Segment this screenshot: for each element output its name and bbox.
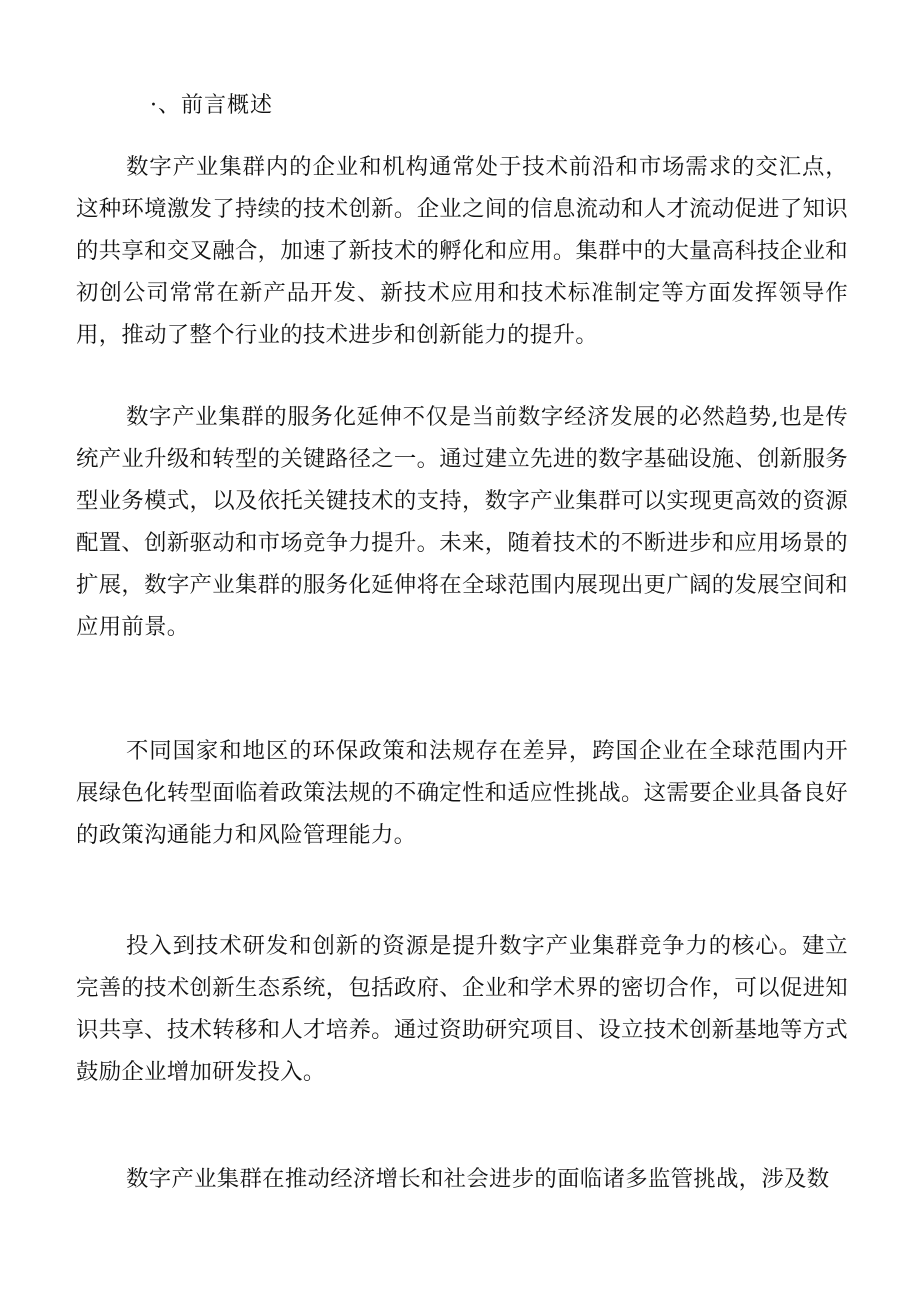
paragraph-tech-innovation: 数字产业集群内的企业和机构通常处于技术前沿和市场需求的交汇点，这种环境激发了持续的技术创新。企业之间的信息流动和人才流动促进了知识的共享和交叉融合，加速了新技术的孵化和应用。集群中的大量高科技企业和初创公司常常在新产品开发、新技术应用和技术标准制定等方面发挥领导作用，推动了整个行业的技术进步和创新能力的提升。 — [76, 154, 848, 348]
paragraph-regulatory-challenges: 数字产业集群在推动经济增长和社会进步的面临诸多监管挑战，涉及数 — [126, 1166, 830, 1192]
section-heading: ·、前言概述 — [150, 93, 273, 118]
paragraph-environmental-policy: 不同国家和地区的环保政策和法规存在差异，跨国企业在全球范围内开展绿色化转型面临着政策法规的不确定性和适应性挑战。这需要企业具备良好的政策沟通能力和风险管理能力。 — [76, 738, 848, 848]
paragraph-rd-investment: 投入到技术研发和创新的资源是提升数字产业集群竞争力的核心。建立完善的技术创新生态系统，包括政府、企业和学术界的密切合作，可以促进知识共享、技术转移和人才培养。通过资助研究项目、设立技术创新基地等方式鼓励企业增加研发投入。 — [76, 933, 848, 1085]
paragraph-service-extension: 数字产业集群的服务化延伸不仅是当前数字经济发展的必然趋势,也是传统产业升级和转型的关键路径之一。通过建立先进的数字基础设施、创新服务型业务模式，以及依托关键技术的支持，数字产业集群可以实现更高效的资源配置、创新驱动和市场竞争力提升。未来，随着技术的不断进步和应用场景的扩展，数字产业集群的服务化延伸将在全球范围内展现出更广阔的发展空间和应用前景。 — [76, 404, 848, 640]
